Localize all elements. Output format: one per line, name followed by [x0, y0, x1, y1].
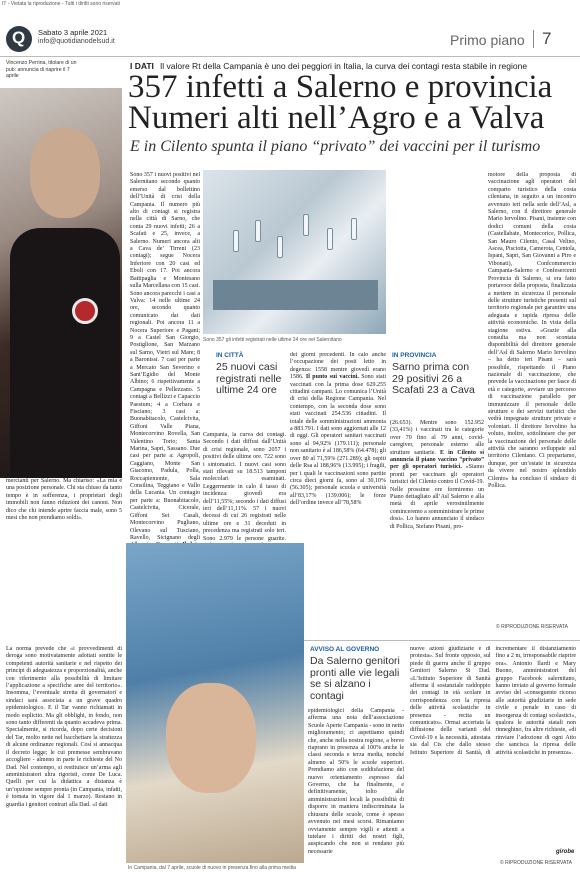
lower-column-1: La norma prevede che «i provvedimenti di deroga sono motivatamente adottati sentite le competenti autorità sanitarie e nel rispetto dei principi di adeguatezza e proporzionalità, anche con riferimento alla possibilità di limitare l’applicazione a specifiche aree del territorio». Insomma, l’eventuale stretta di governatori e sindaci sarà associata a un grave quadro epidemiologico. E il Tar vanno richiamati in modo esplicito. Ma gli obblighi, in fondo, non sono tanto differenti da quanto accadeva prima. Specialmente, si ricorda, dopo certe decisioni del Tar, molto nette nel bacchettare la strattezza di alcune ordinanze regionali. Così si annacqua il decreto legge; le cui premesse sembravano accogliere - almeno in parte le richieste del No Dad. Nel contempo, si restituisce un’arma agli amministratori ultra rigoristi, come De Luca. Quelli per cui la didattica a distanza è un’opzione sempre pronta (in Campania, infatti, è tornata in vigore dal 1 marzo). Restano in guardia i genitori contrari alla Dad. «I dati — [6, 646, 122, 808]
copyright-notice: IT - Vietata la riproduzione - Tutti i diritti sono riservati — [2, 1, 120, 7]
subheading-vaccines: Il punto sui vaccini. — [305, 374, 359, 381]
article-column-4: (26.653). Mentre sono 152.952 (33,41%) i vaccinati tra le categorie over 70 fino al 79 anni, covid-caregiver, personale esterno alle strutture sanitarie. E in Cilento si annuncia il piano vaccino “privato” per gli operatori turistici. «Siamo pronti per vaccinare gli operatori turistici del Cilento contro il Covid-19. Nelle prossime ore formiremo un Piano dettagliato all’Asl Salerno e alla metà di aprile verosimilmente cominceremo a somministrare le prime dosi». Lo hanno annunciato il sindaco di Pollica, Stefano Pisani, pro- — [390, 420, 484, 530]
side-text: mercianti per Salerno. Ma chiariso: «La mia è una posizione personale. Chi sta chiuso da tanto tempo è in sofferenza, i proprietari degli immobili non fanno riduzioni dei canoni. Non dico che chi intende aprire faccia male, sono 5 mesi che non prendiamo soldi». — [6, 478, 122, 522]
masthead — [0, 26, 580, 52]
subheading-cilento: E in Cilento si annuncia il piano vaccino “privato” per gli operatori turistici. — [390, 449, 484, 471]
province-box-title: Sarno prima con 29 positivi 26 a Scafati 23 a Cava — [392, 361, 475, 396]
article-column-3: dei giorni precedenti. In calo anche l’occupazione dei posti letto in degenza: 1558 mentre giovedì erano 1586. Il punto sui vaccini. Sono stati vaccinati con la prima dose 629.255 cittadini campani. Lo comunica l’Unità di crisi della Regione Campania. Nel contempo, con la seconda dose sono stati vaccinati 254.536 cittadini. Il totale delle somministrazioni ammonta a 883.791. I dati sono aggiornati alle 12 di oggi. Gli operatori sanitari vaccinati sono al 94,92% (179.111); personale non sanitario è al 186,58% (64.478); gli over 80 al 71,59% (271.289); gli ospiti delle Rsa al 188,96% (13.995); i fragili, per i quali le vaccinazioni sono partite circa dieci giorni fa, sono al 30,10% (56.305); personale scuola e università all’83,17% (139.006); le forze dell’ordine invece all’78,58% — [290, 352, 386, 507]
divider — [533, 30, 534, 48]
headline-line-2: Numeri alti nell’Agro e a Valva — [128, 100, 545, 136]
portrait-photo — [0, 88, 122, 478]
kicker-text: Il valore Rt della Campania è uno dei peggiori in Italia, la curva dei contagi resta stabile in regione — [159, 61, 528, 71]
lab-photo — [203, 170, 386, 334]
article-column-2: Campania, la curva dei contagi. Secondo i dati diffusi dall’Unità di crisi regionale, sono 2057 i positivi delle ultime ore. 722 sono i sintomatici. I nuovi casi sono stati rilevati su 18.513 tamponi molecolari esaminati. Leggermente in calo il tasso di incidenza: giovedì era dell’11,55%; secondo i dati diffusi ieri dell’11,11%. 57 i nuovi decessi di cui 26 registrati nelle ultime ore e 31 deceduti in precedenza ma registrati solo ieri. Sono 2.979 le persone guarite. — [203, 432, 286, 542]
author-signature: girobe — [556, 849, 575, 855]
kicker-tag: I DATI — [130, 61, 154, 71]
emblem-icon — [72, 298, 98, 324]
section-title: Primo piano — [450, 32, 525, 48]
header-rule — [0, 56, 580, 57]
school-photo-caption: In Campania, dal 7 aprile, scuole di nuovo in presenza fino alla prima media — [128, 865, 296, 871]
issue-date: Sabato 3 aprile 2021 — [38, 28, 108, 37]
article-column-5: motore della proposta di vaccinazione agli operatori del comparto turistico della costa cilentana, in seguito a un incontro avvenuto ieri nella sede dell’Asl, a Salerno, con il direttore generale Mario Iervolino. Pisani, insieme con dodici comuni della costa (Castellabate, Montecorice, Pollica, San Mauro Cilento, Casal Velino, Ascea, Pisciotta, Camerota, Centola, Ispani, Sapri, San Giovanni a Piro e Vibonati), Confcommercio Campania-Salerno e Confesercenti Provincia di Salerno, si era fatto portavoce della proposta, finalizzata a mettere in sicurezza il personale delle strutture turistiche presenti sul territorio regionale per garantire una adeguata e rapida ripresa delle attività economiche. In vista della stagione estiva. «Grazie alla consulta ma non scontata disponibilità del direttore generale dell’Asl di Salerno Mario Iervolino – ha detto ieri Pisani – sarà possibile, rispettando il Piano nazionale di vaccinazione, che prevede la vaccinazione per fasce di età e categorie, avviare un percorso di vaccinazione parallelo per immunizzare il personale delle strutture e dei servizi turistici che vedrà impegnate strutture private e volontari. Il direttore Iervolino ha voluto, inoltre, sottolineare che per la vaccinazione del personale delle attività che saranno sviluppate sul territorio Cilentano. Ci prepariamo, dunque, per un’estate in sicurezza da vivere nel nostro splendido Cilento» ha concluso il sindaco di Pollica. — [488, 172, 576, 490]
article-column-1: Sono 357 i nuovi positivi nel Salernitano secondo quanto emerso dal bollettino dell’Unità di crisi della Campania. Il numero più alto di contagi si registra nella città di Sarno, che conta 29 nuovi infetti; 26 a Scafati e 25, invece, a Salerno. Numeri ancora alti a Cava de’ Tirreni (23 contagi); segue Nocera Inferiore con 20 casi ed Eboli con 17. Poi ancora Battipaglia e Montesano sulla Marcellana con 15 casi. Sono ancora parecchi i casi a Valva: 14 nelle ultime 24 ore, secondo quanto comunicato dai dati regionali. Poi ancora 11 a Nocera Superiore e Pagani; 9 a Castel San Giorgio, Postiglione, San Marzano sul Sarno, Vietri sul Mare; 8 a Baronissi. 7 casi per parte a Mercato San Severino e Sant’Egidio del Monte Albino; 6 rispettivamente a Campagna e Pellezzano. 5 contagi a Bellizzi e Capaccio Paestum; 4 a Corbara e Fisciano; 3 casi a: Buonabitacolo, Castelcivita, Giffoni Valle Piana, Montecorvino Rovella, San Valentino Torio; Santa Marina, Sapri, Sassano. Due casi per parte a: Agropoli, Caggiano, Monte San Giacomo, Padula, Polla, Roccapiemonte, Sala Consilina, Teggiano e Vallo della Lucania. Un contagio per parte a: Buonabitacolo, Castelcivita, Cicerale, Giffoni Sei Casali, Montecorvino Pugliano, Olevano sul Tusciano, Ravello, Sicignano degli — [130, 172, 200, 624]
lab-photo-caption: Sono 357 gli infetti registrati nelle ultime 24 ore nel Salernitano — [203, 337, 342, 343]
notice-box-label: AVVISO AL GOVERNO — [310, 646, 380, 653]
school-photo — [126, 543, 304, 863]
lower-column-2: epidemiologici della Campania - afferma una nota dell’associazione Scuole Aperte Campania - sono in netto miglioramento; ci aspettiamo quindi che, anche nella nostra regione, a breve riaprano in presenza al 100% anche le classi seconda e terza media, nonché almeno al 50% le scuole superiori. Prendiamo atto con soddisfazione del nuovo orientamento espresso dal Governo, che ha finalmente, e definitivamente, tolto alle amministrazioni locali la possibilità di disporre in maniera indiscriminata la chiusura delle scuole, come è spesso avvenuto nei mesi scorsi. Rimaniamo ovviamente sempre vigili e attenti a tutelare i diritti dei nostri figli, auspicando che non si rendano più necessarie — [308, 708, 404, 855]
city-box-label: IN CITTÀ — [216, 352, 244, 359]
lower-column-3: nuove azioni giudiziarie e di protesta». Sul fronte opposto, sul piede di guerra anche il gruppo Genitori Salerno Si Dad. «L’Istituto Superiore di Sanità afferma il sostanziale raddoppio dei contagi in età scolare in corrispondenza con la ripresa delle attività scolastiche in presenza - recita un comunicato». Ormai accertata la diffusione delle varianti del Covid-19 e la necessità, attestata sia dal Cts che dallo stesso Istituto Superiore di Sanità, di incrementare il distanziamento fino a 2 m, irresponsabile riaprire ora». Antonio Ilardi e Mary Buono, amministratori del gruppo Facebook salernitano, hanno inviato al governo formale avviso del «conseguente ricorso alle autorità giudiziarie in sede civile e penale in caso di insorgenza di contagi scolastici», qualora le autorità statali non rinneghino, fra altre richieste, «di rinviare l’adozione di ogni Atto che sancisca la ripresa delle attività scolastiche in presenza». — [410, 646, 576, 756]
newspaper-logo: Q — [6, 26, 32, 52]
notice-box-title: Da Salerno genitori pronti alle vie legali se si alzano i contagi — [310, 655, 400, 702]
rights-notice: © RIPRODUZIONE RISERVATA — [496, 624, 568, 630]
contact-email: info@quotidianodelsud.it — [38, 38, 115, 45]
side-photo-caption: Vincenzo Perrina, titolare di un pub: annuncia di riaprire il 7 aprile — [6, 60, 77, 79]
headline — [128, 69, 576, 136]
lower-rights-notice: © RIPRODUZIONE RISERVATA — [500, 860, 572, 866]
page-number: 7 — [542, 29, 552, 48]
subheadline: E in Cilento spunta il piano “privato” dei vaccini per il turismo — [130, 138, 541, 155]
headline-line-1: 357 infetti a Salerno e provincia — [128, 69, 553, 105]
province-box-label: IN PROVINCIA — [392, 352, 437, 359]
city-box-title: 25 nuovi casi registrati nelle ultime 24 ore — [216, 361, 282, 396]
